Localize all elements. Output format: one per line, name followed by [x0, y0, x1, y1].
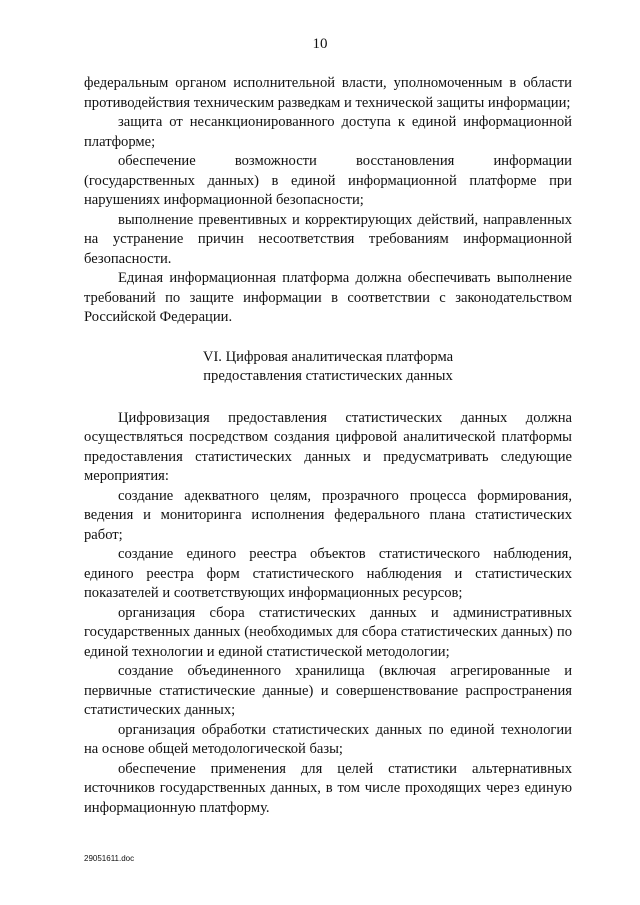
paragraph: создание адекватного целям, прозрачного процесса формирования, ведения и мониторинга исполнения федерального плана статистических работ;: [84, 487, 572, 543]
page-number: 10: [312, 36, 328, 52]
paragraph: выполнение превентивных и корректирующих действий, направленных на устранение причин несоответствия требованиям информационной безопасности.: [84, 211, 572, 267]
paragraph: федеральным органом исполнительной власти, уполномоченным в области противодействия техническим разведкам и технической защиты информации;: [84, 75, 572, 111]
paragraph: организация сбора статистических данных и административных государственных данных (необходимых для сбора статистических данных) по единой технологии и единой статистической методологии;: [84, 604, 572, 660]
section-heading-line: VI. Цифровая аналитическая платформа: [202, 348, 454, 365]
paragraph: создание объединенного хранилища (включая агрегированные и первичные статистические данные) и совершенствование распространения статистических данных;: [84, 663, 572, 718]
paragraph: обеспечение применения для целей статистики альтернативных источников государственных данных, в том числе проходящих через единую информационную платформу.: [84, 760, 572, 816]
paragraph: создание единого реестра объектов статистического наблюдения, единого реестра форм статистического наблюдения и статистических показателей и соответствующих информационных ресурсов;: [84, 546, 572, 601]
paragraph: Цифровизация предоставления статистических данных должна осуществляться посредством создания цифровой аналитической платформы предоставления статистических данных и предусматривать следующие мероприятия:: [84, 409, 572, 484]
paragraph: организация обработки статистических данных по единой технологии на основе общей методологической базы;: [84, 721, 572, 757]
section-heading: [84, 348, 572, 387]
paragraph: защита от несанкционированного доступа к единой информационной платформе;: [84, 114, 572, 150]
section-heading-line: предоставления статистических данных: [203, 368, 453, 384]
document-body: [84, 74, 572, 818]
paragraph: обеспечение возможности восстановления информации (государственных данных) в единой информационной платформе при нарушениях информационной безопасности;: [84, 153, 572, 208]
footer-filename: 29051611.doc: [84, 854, 135, 863]
paragraph: Единая информационная платформа должна обеспечивать выполнение требований по защите информации в соответствии с законодательством Российской Федерации.: [84, 270, 572, 325]
